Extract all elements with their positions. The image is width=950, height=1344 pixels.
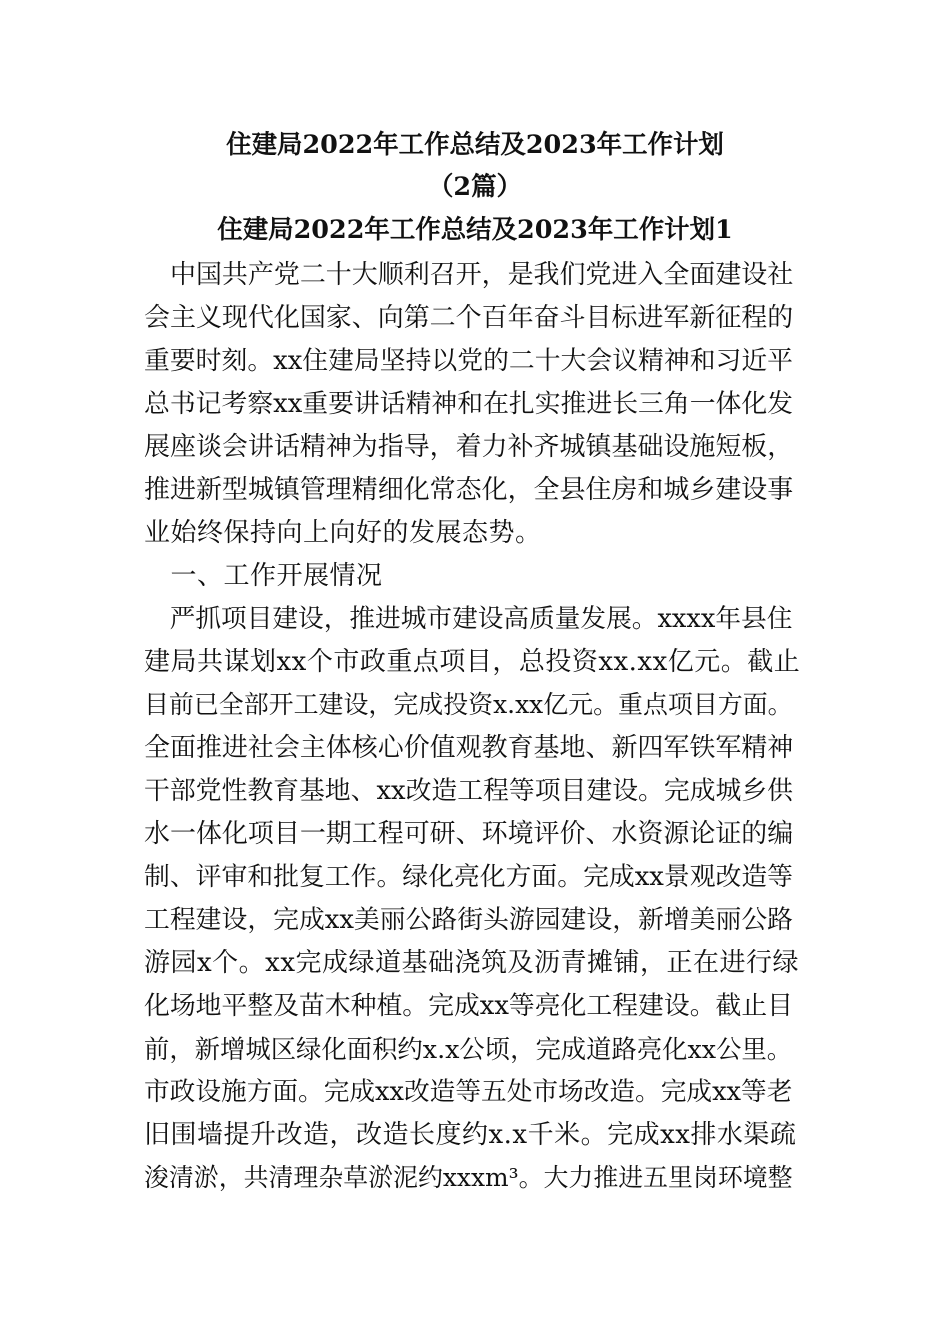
paragraph-line: 化场地平整及苗木种植。完成xx等亮化工程建设。截止目 [144, 991, 794, 1021]
paragraph-line: 会主义现代化国家、向第二个百年奋斗目标进军新征程的 [144, 303, 794, 333]
document-subtitle: 住建局2022年工作总结及2023年工作计划1 [217, 215, 733, 245]
section-heading: 一、工作开展情况 [144, 561, 383, 591]
paragraph-line: 业始终保持向上向好的发展态势。 [144, 518, 542, 548]
paragraph-line: 工程建设，完成xx美丽公路街头游园建设，新增美丽公路 [144, 905, 794, 935]
paragraph-line: 中国共产党二十大顺利召开，是我们党进入全面建设社 [144, 260, 794, 290]
paragraph-line: 严抓项目建设，推进城市建设高质量发展。xxxx年县住 [144, 604, 793, 634]
paragraph-line: 推进新型城镇管理精细化常态化，全县住房和城乡建设事 [144, 475, 794, 505]
paragraph-line: 市政设施方面。完成xx改造等五处市场改造。完成xx等老 [144, 1077, 793, 1107]
paragraph-line: 干部党性教育基地、xx改造工程等项目建设。完成城乡供 [144, 776, 794, 806]
document-title: 住建局2022年工作总结及2023年工作计划 [226, 130, 724, 160]
paragraph-line: 前，新增城区绿化面积约x.x公顷，完成道路亮化xx公里。 [144, 1034, 793, 1064]
paragraph-line: 重要时刻。xx住建局坚持以党的二十大会议精神和习近平 [144, 346, 794, 376]
paragraph-line: 建局共谋划xx个市政重点项目，总投资xx.xx亿元。截止 [144, 647, 801, 677]
paragraph-line: 目前已全部开工建设，完成投资x.xx亿元。重点项目方面。 [144, 690, 793, 719]
paragraph-line: 水一体化项目一期工程可研、环境评价、水资源论证的编 [144, 819, 794, 849]
document-title-count: （2篇） [427, 172, 522, 202]
paragraph-line: 制、评审和批复工作。绿化亮化方面。完成xx景观改造等 [144, 862, 794, 892]
paragraph-line: 旧围墙提升改造，改造长度约x.x千米。完成xx排水渠疏 [144, 1120, 797, 1150]
paragraph-line: 全面推进社会主体核心价值观教育基地、新四军铁军精神 [144, 733, 794, 763]
paragraph-line: 展座谈会讲话精神为指导，着力补齐城镇基础设施短板， [144, 432, 794, 462]
paragraph-line: 总书记考察xx重要讲话精神和在扎实推进长三角一体化发 [144, 389, 794, 419]
paragraph-line: 浚清淤，共清理杂草淤泥约xxxm³。大力推进五里岗环境整 [144, 1163, 793, 1192]
paragraph-line: 游园x个。xx完成绿道基础浇筑及沥青摊铺，正在进行绿 [144, 948, 799, 978]
